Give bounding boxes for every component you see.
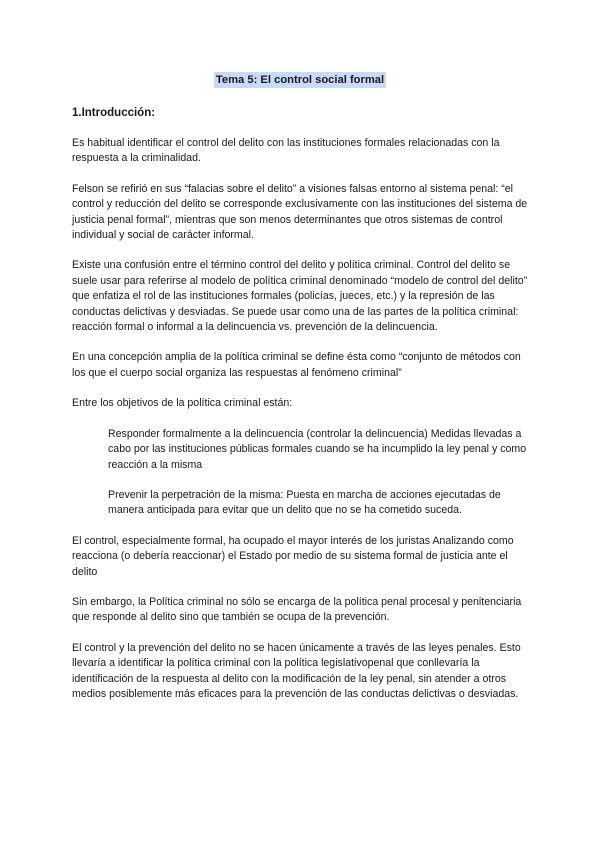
closing-paragraph-3: El control y la prevención del delito no se hacen únicamente a través de las leyes penales. Esto llevaría a identificar la política criminal con la política legislativopenal que conllevaría la identificación de la respuesta al delito con la modificación de la ley penal, sin atender a otros medios posiblemente más eficaces para la prevención de las conductas delictivas o desviadas. (72, 641, 521, 700)
title-wrap (72, 70, 528, 88)
paragraph-5: Entre los objetivos de la política criminal están: (72, 397, 293, 410)
paragraph-1: Es habitual identificar el control del delito con las instituciones formales relacionadas con la respuesta a la criminalidad. (72, 137, 500, 165)
paragraph-3: Existe una confusión entre el término control del delito y política criminal. Control del delito se suele usar para referirse al modelo de política criminal denominado “modelo de control del delito” que enfatiza el rol de las instituciones formales (policías, jueces, etc.) y la represión de las conductas delictivas y desviadas. Se puede usar como una de las partes de la política criminal: reacción formal o informal a la delincuencia vs. prevención de la delincuencia. (72, 259, 528, 334)
closing-paragraph-2: Sin embargo, la Política criminal no sólo se encarga de la política penal procesal y penitenciaria que responde al delito sino que también se ocupa de la prevención. (72, 595, 522, 624)
document-title: Tema 5: El control social formal (215, 74, 385, 86)
objective-2: Prevenir la perpetración de la misma: Puesta en marcha de acciones ejecutadas de manera anticipada para evitar que un delito que no se ha cometido suceda. (108, 488, 501, 517)
closing-paragraph-1: El control, especialmente formal, ha ocupado el mayor interés de los juristas Analizando como reacciona (o debería reaccionar) el Estado por medio de su sistema formal de justicia ante el delito (72, 534, 514, 578)
section-heading: 1.Introducción: (72, 107, 156, 119)
objective-1: Responder formalmente a la delincuencia (controlar la delincuencia) Medidas llevadas a cabo por las instituciones públicas formales cuando se ha incumplido la ley penal y como reacción a la misma (108, 427, 527, 471)
paragraph-4: En una concepción amplia de la política criminal se define ésta como “conjunto de métodos con los que el cuerpo social organiza las respuestas al fenómeno criminal” (72, 351, 521, 379)
paragraph-2: Felson se refirió en sus “falacias sobre el delito” a visiones falsas entorno al sistema penal: “el control y reducción del delito se corresponde exclusivamente con las instituciones del sistema de justicia penal formal”, mientras que son menos determinantes que otros sistemas de control individual y social de carácter informal. (72, 182, 528, 242)
